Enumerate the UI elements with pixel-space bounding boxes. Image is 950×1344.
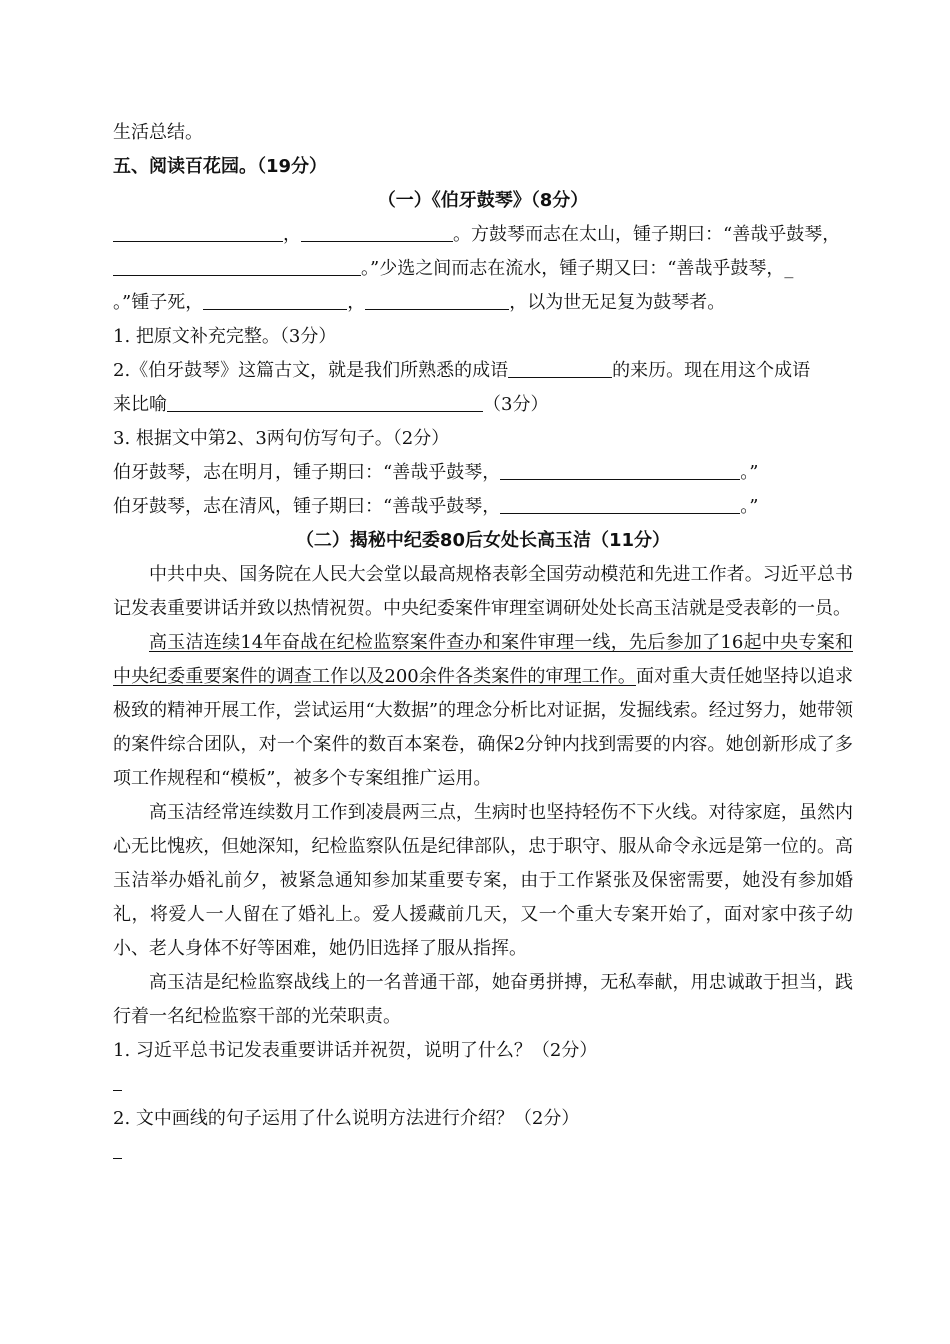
question-2	[113, 354, 853, 388]
paragraph-text: 面对重大责任她坚持以追求极致的精神开展工作，尝试运用“大数据”的理念分析比对证据，发掘线索。经过努力，她带领的案件综合团队，对一个案件的数百本案卷，确保2分钟内找到需要的内容。她创新形成了多项工作规程和“模板”，被多个专案组推广运用。	[113, 666, 853, 789]
article-paragraph-2	[113, 626, 853, 796]
imitation-line-2	[113, 490, 853, 524]
question-text: 的来历。现在用这个成语	[612, 360, 811, 381]
answer-blank[interactable]	[301, 221, 453, 242]
answer-blank[interactable]	[508, 357, 612, 378]
cloze-text: ，以为世无足复为鼓琴者。	[509, 292, 726, 313]
answer-blank[interactable]	[113, 1136, 122, 1159]
answer-blank[interactable]	[365, 289, 509, 310]
cloze-text: 。方鼓琴而志在太山，锺子期曰：“善哉乎鼓琴，	[453, 224, 841, 245]
worksheet-page	[113, 116, 853, 1170]
question-text: 来比喻	[113, 394, 167, 415]
imitation-text: 。”	[740, 462, 759, 483]
answer-blank[interactable]	[167, 391, 483, 412]
answer-blank[interactable]	[203, 289, 347, 310]
article-paragraph-1: 中共中央、国务院在人民大会堂以最高规格表彰全国劳动模范和先进工作者。习近平总书记发表重要讲话并致以热情祝贺。中央纪委案件审理室调研处处长高玉洁就是受表彰的一员。	[113, 564, 853, 619]
imitation-text: 伯牙鼓琴，志在清风，锺子期曰：“善哉乎鼓琴，	[113, 496, 501, 517]
imitation-text: 伯牙鼓琴，志在明月，锺子期曰：“善哉乎鼓琴，	[113, 462, 501, 483]
imitation-line-1	[113, 456, 853, 490]
question-3: 3. 根据文中第2、3两句仿写句子。（2分）	[113, 428, 450, 449]
question-2-cont	[113, 388, 853, 422]
comma: ，	[347, 292, 366, 313]
cloze-line-1	[113, 218, 853, 252]
part2-question-2: 2. 文中画线的句子运用了什么说明方法进行介绍？（2分）	[113, 1108, 580, 1129]
question-1: 1. 把原文补充完整。（3分）	[113, 326, 337, 347]
question-text: （3分）	[483, 394, 549, 415]
question-text: 2.《伯牙鼓琴》这篇古文，就是我们所熟悉的成语	[113, 360, 509, 381]
imitation-text: 。”	[740, 496, 759, 517]
cloze-line-3	[113, 286, 853, 320]
cloze-text: 。”少选之间而志在流水，锺子期又曰：“善哉乎鼓琴，_	[361, 258, 794, 279]
answer-blank[interactable]	[113, 1068, 122, 1091]
carry-over-text: 生活总结。	[113, 122, 203, 143]
part2-question-1: 1. 习近平总书记发表重要讲话并祝贺，说明了什么？（2分）	[113, 1040, 598, 1061]
answer-blank[interactable]	[500, 493, 740, 514]
comma: ，	[283, 224, 301, 245]
answer-blank[interactable]	[500, 459, 740, 480]
underlined-sentence: 高玉洁连续14年奋战在纪检监察案件查办和案件审理一线，先后参加了16起中央专案和中央纪委重要案件的调查工作以及200余件各类案件的审理工作。	[113, 632, 853, 687]
article-paragraph-4: 高玉洁是纪检监察战线上的一名普通干部，她奋勇拼搏，无私奉献，用忠诚敢于担当，践行着一名纪检监察干部的光荣职责。	[113, 972, 853, 1027]
cloze-line-2	[113, 252, 853, 286]
section-heading: 五、阅读百花园。（19分）	[113, 156, 328, 177]
part2-title: （二）揭秘中纪委80后女处长高玉洁（11分）	[295, 530, 671, 551]
answer-line-2	[113, 1136, 853, 1170]
part1-title: （一）《伯牙鼓琴》（8分）	[377, 190, 589, 211]
answer-blank[interactable]	[113, 221, 283, 242]
article-paragraph-3: 高玉洁经常连续数月工作到凌晨两三点，生病时也坚持轻伤不下火线。对待家庭，虽然内心无比愧疚，但她深知，纪检监察队伍是纪律部队，忠于职守、服从命令永远是第一位的。高玉洁举办婚礼前夕，被紧急通知参加某重要专案，由于工作紧张及保密需要，她没有参加婚礼，将爱人一人留在了婚礼上。爱人援藏前几天，又一个重大专案开始了，面对家中孩子幼小、老人身体不好等困难，她仍旧选择了服从指挥。	[113, 802, 853, 959]
answer-blank[interactable]	[113, 255, 361, 276]
cloze-text: 。”锺子死，	[113, 292, 204, 313]
answer-line-1	[113, 1068, 853, 1102]
